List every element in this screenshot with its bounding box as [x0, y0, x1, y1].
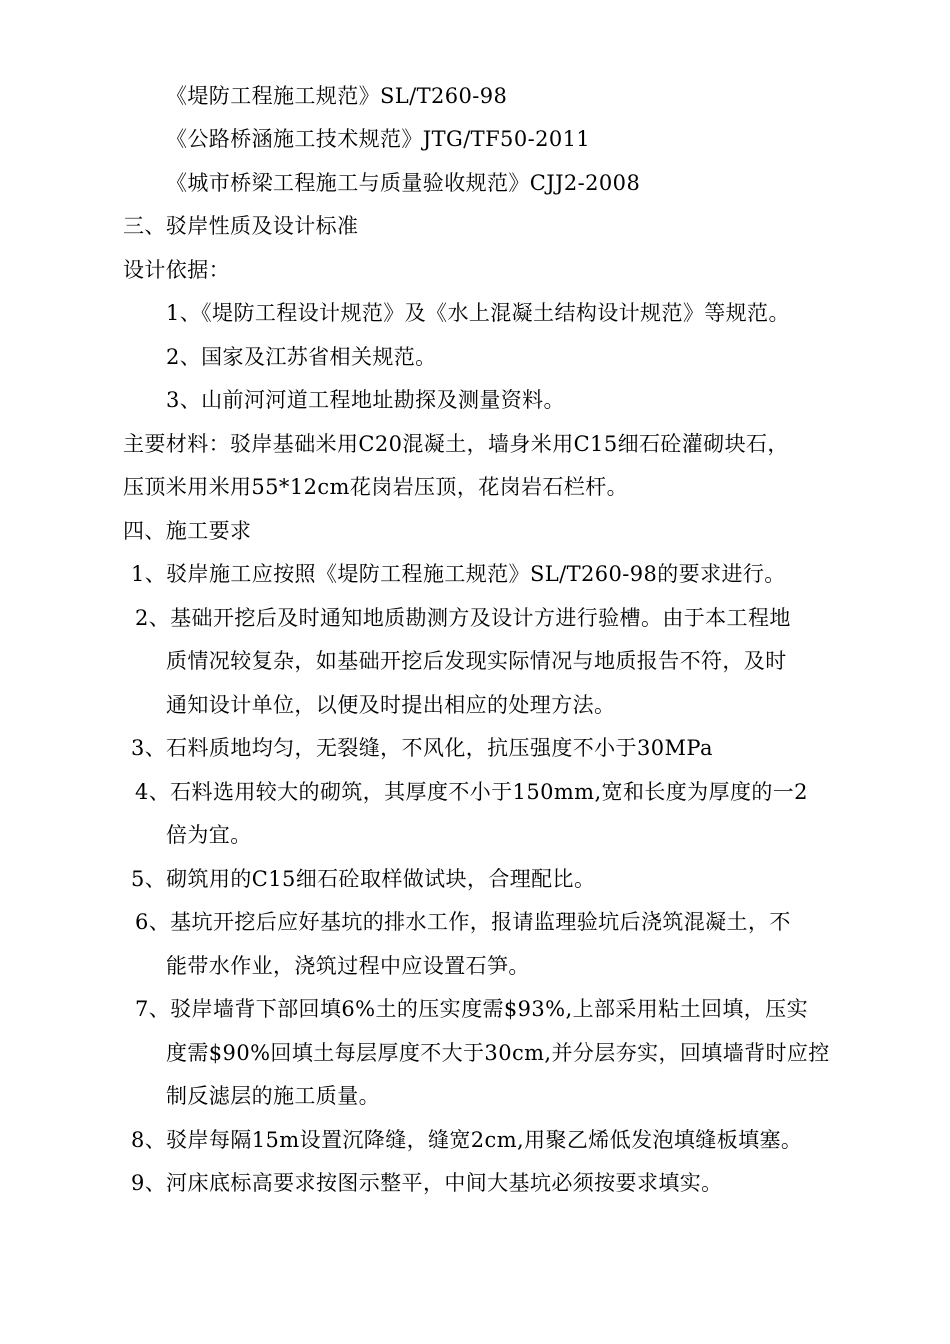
requirement-item: 4、石料选用较大的砌筑，其厚度不小于150mm,宽和长度为厚度的一2 — [135, 780, 808, 804]
materials-line: 压顶米用米用55*12cm花岗岩压顶，花岗岩石栏杆。 — [123, 475, 629, 499]
reference-line: 《堤防工程施工规范》SL/T260-98 — [166, 84, 508, 108]
requirement-item: 6、基坑开挖后应好基坑的排水工作，报请监理验坑后浇筑混凝土，不 — [135, 910, 791, 934]
requirement-continuation: 能带水作业，浇筑过程中应设置石笋。 — [166, 954, 530, 978]
basis-item: 1、《堤防工程设计规范》及《水上混凝土结构设计规范》等规范。 — [166, 301, 790, 325]
requirement-continuation: 质情况较复杂，如基础开挖后发现实际情况与地质报告不符，及时 — [166, 649, 787, 673]
basis-label: 设计依据： — [123, 258, 230, 282]
reference-line: 《公路桥涵施工技术规范》JTG/TF50-2011 — [166, 127, 591, 151]
requirement-continuation: 倍为宜。 — [166, 823, 252, 847]
requirement-item: 7、驳岸墙背下部回填6%土的压实度需$93%,上部采用粘土回填，压实 — [135, 997, 808, 1021]
basis-item: 2、国家及江苏省相关规范。 — [166, 345, 437, 369]
requirement-item: 5、砌筑用的C15细石砼取样做试块，合理配比。 — [131, 867, 596, 891]
requirement-continuation: 度需$90%回填土每层厚度不大于30cm,并分层夯实，回填墙背时应控 — [166, 1041, 830, 1065]
requirement-item: 2、基础开挖后及时通知地质勘测方及设计方进行验槽。由于本工程地 — [135, 606, 791, 630]
materials-line: 主要材料：驳岸基础米用C20混凝土，墙身米用C15细石砼灌砌块石， — [123, 432, 789, 456]
section-heading: 四、施工要求 — [123, 519, 252, 543]
requirement-continuation: 通知设计单位，以便及时提出相应的处理方法。 — [166, 693, 616, 717]
requirement-continuation: 制反滤层的施工质量。 — [166, 1084, 380, 1108]
section-heading: 三、驳岸性质及设计标准 — [123, 214, 359, 238]
requirement-item: 9、河床底标高要求按图示整平，中间大基坑必须按要求填实。 — [131, 1171, 723, 1195]
requirement-item: 8、驳岸每隔15m设置沉降缝，缝宽2cm,用聚乙烯低发泡填缝板填塞。 — [131, 1128, 803, 1152]
requirement-item: 1、驳岸施工应按照《堤防工程施工规范》SL/T260-98的要求进行。 — [131, 562, 786, 586]
requirement-item: 3、石料质地均匀，无裂缝，不风化，抗压强度不小于30MPa — [131, 736, 713, 760]
basis-item: 3、山前河河道工程地址勘探及测量资料。 — [166, 388, 565, 412]
reference-line: 《城市桥梁工程施工与质量验收规范》CJJ2-2008 — [166, 171, 641, 195]
